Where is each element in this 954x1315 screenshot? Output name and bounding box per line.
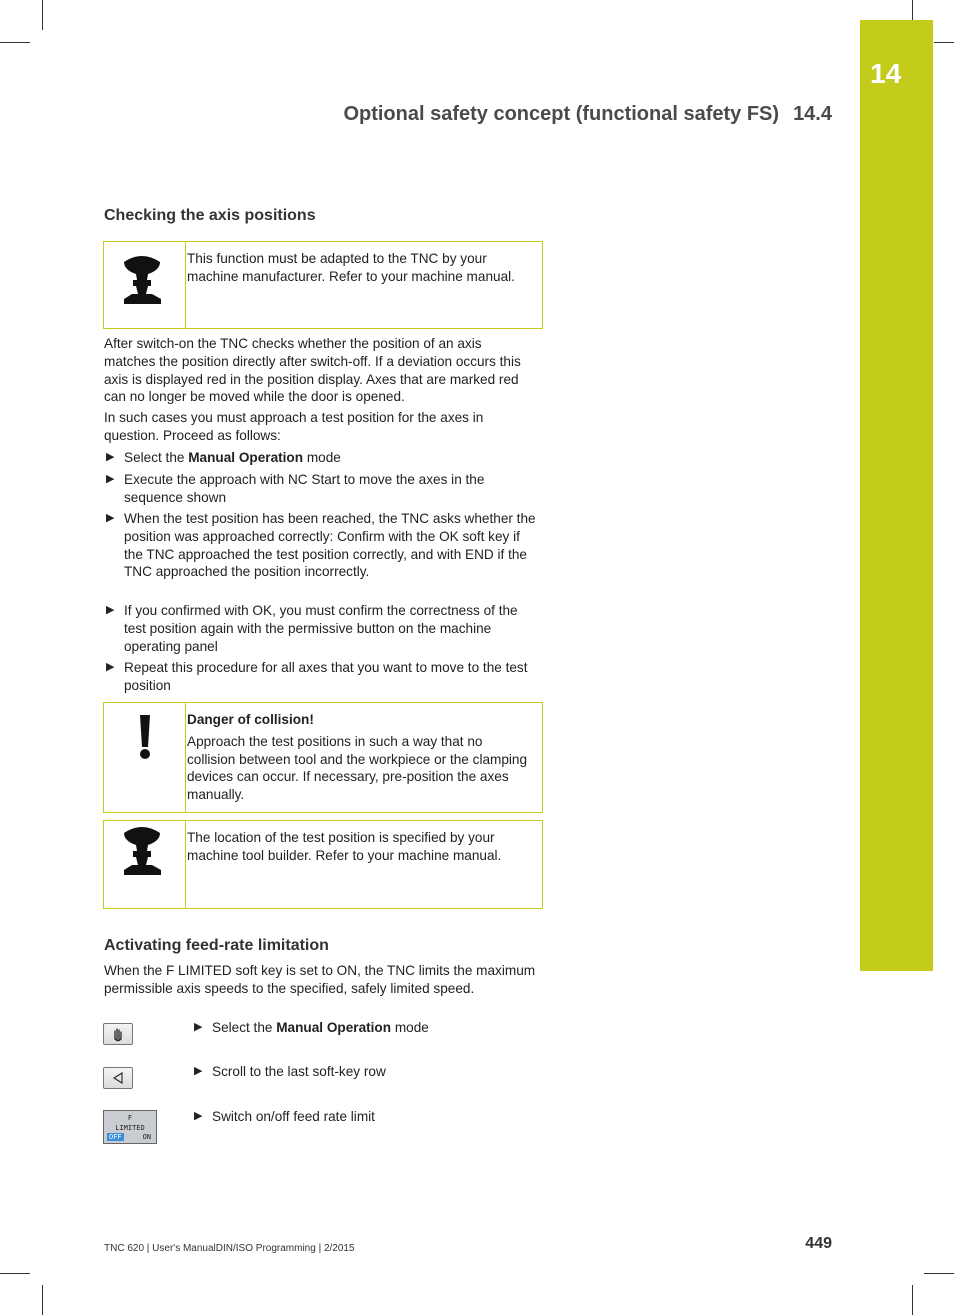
list-item: ▶ Select the Manual Operation mode bbox=[106, 450, 341, 465]
manual-operation-key[interactable] bbox=[103, 1023, 133, 1045]
f-limited-softkey[interactable] bbox=[103, 1110, 157, 1144]
chapter-number: 14 bbox=[870, 58, 902, 89]
bullet-arrow-icon: ▶ bbox=[106, 661, 115, 673]
softkey-off-state: OFF bbox=[109, 1133, 122, 1141]
chapter-tab bbox=[860, 20, 933, 971]
header-title: Optional safety concept (functional safety FS) bbox=[343, 103, 780, 125]
paragraph: After switch-on the TNC checks whether the position of an axis matches the position directly after switch-off. If a deviation occurs this axis is displayed red in the position display. Axes that are marked red can no longer be moved while the door is opened. bbox=[104, 336, 521, 405]
header-section: 14.4 bbox=[793, 103, 832, 125]
step-item: ▶ Scroll to the last soft-key row bbox=[194, 1064, 386, 1079]
step-item: ▶ Switch on/off feed rate limit bbox=[194, 1109, 375, 1124]
softkey-on-state: ON bbox=[142, 1133, 151, 1141]
machine-manufacturer-icon bbox=[104, 242, 186, 328]
list-item: ▶ Execute the approach with NC Start to move the axes in the sequence shown bbox=[106, 472, 485, 505]
warning-text: Approach the test positions in such a way that no collision between tool and the workpiece or the clamping devices can occur. If necessary, pre-position the axes manually. bbox=[187, 733, 528, 803]
crop-mark bbox=[912, 0, 913, 20]
collision-warning bbox=[103, 702, 543, 813]
crop-mark bbox=[934, 42, 954, 43]
bullet-arrow-icon: ▶ bbox=[194, 1021, 203, 1033]
triangle-left-icon bbox=[104, 1068, 132, 1088]
list-item: ▶ Repeat this procedure for all axes that you want to move to the test position bbox=[106, 660, 528, 693]
warning-title: Danger of collision! bbox=[187, 712, 314, 727]
hand-icon bbox=[104, 1024, 132, 1044]
bullet-arrow-icon: ▶ bbox=[106, 512, 115, 524]
machine-manufacturer-icon bbox=[104, 821, 186, 908]
machine-builder-note bbox=[103, 820, 543, 909]
bullet-arrow-icon: ▶ bbox=[106, 473, 115, 485]
note-text: This function must be adapted to the TNC by your machine manufacturer. Refer to your machine manual. bbox=[187, 251, 515, 284]
crop-mark bbox=[0, 42, 30, 43]
softkey-line1: F bbox=[127, 1114, 133, 1122]
bullet-arrow-icon: ▶ bbox=[106, 451, 115, 463]
running-header bbox=[343, 103, 832, 126]
bullet-arrow-icon: ▶ bbox=[194, 1110, 203, 1122]
paragraph: When the F LIMITED soft key is set to ON, the TNC limits the maximum permissible axis speeds to the specified, safely limited speed. bbox=[104, 963, 536, 996]
manufacturer-note bbox=[103, 241, 543, 329]
step-item: ▶ Select the Manual Operation mode bbox=[194, 1020, 429, 1035]
footer-text: TNC 620 | User's ManualDIN/ISO Programming | 2/2015 bbox=[104, 1243, 355, 1254]
note-text: The location of the test position is specified by your machine tool builder. Refer to your machine manual. bbox=[187, 830, 502, 863]
exclamation-icon bbox=[104, 703, 186, 813]
list-item: ▶ When the test position has been reached, the TNC asks whether the position was approached correctly: Confirm with the OK soft key if the TNC approached the test position correctly, and with END if the TNC approached the position incorrectly. bbox=[106, 511, 536, 580]
crop-mark bbox=[42, 1285, 43, 1315]
page-number: 449 bbox=[805, 1235, 832, 1252]
section-heading: Checking the axis positions bbox=[104, 207, 316, 224]
softkey-line2: LIMITED bbox=[115, 1124, 145, 1132]
section-heading: Activating feed-rate limitation bbox=[104, 937, 329, 954]
bullet-arrow-icon: ▶ bbox=[194, 1065, 203, 1077]
crop-mark bbox=[0, 1273, 30, 1274]
next-softkey-row-key[interactable] bbox=[103, 1067, 133, 1089]
bullet-arrow-icon: ▶ bbox=[106, 604, 115, 616]
crop-mark bbox=[912, 1285, 913, 1315]
crop-mark bbox=[42, 0, 43, 30]
paragraph: In such cases you must approach a test position for the axes in question. Proceed as follows: bbox=[104, 410, 484, 443]
list-item: ▶ If you confirmed with OK, you must confirm the correctness of the test position again with the permissive button on the machine operating panel bbox=[106, 603, 518, 654]
crop-mark bbox=[924, 1273, 954, 1274]
